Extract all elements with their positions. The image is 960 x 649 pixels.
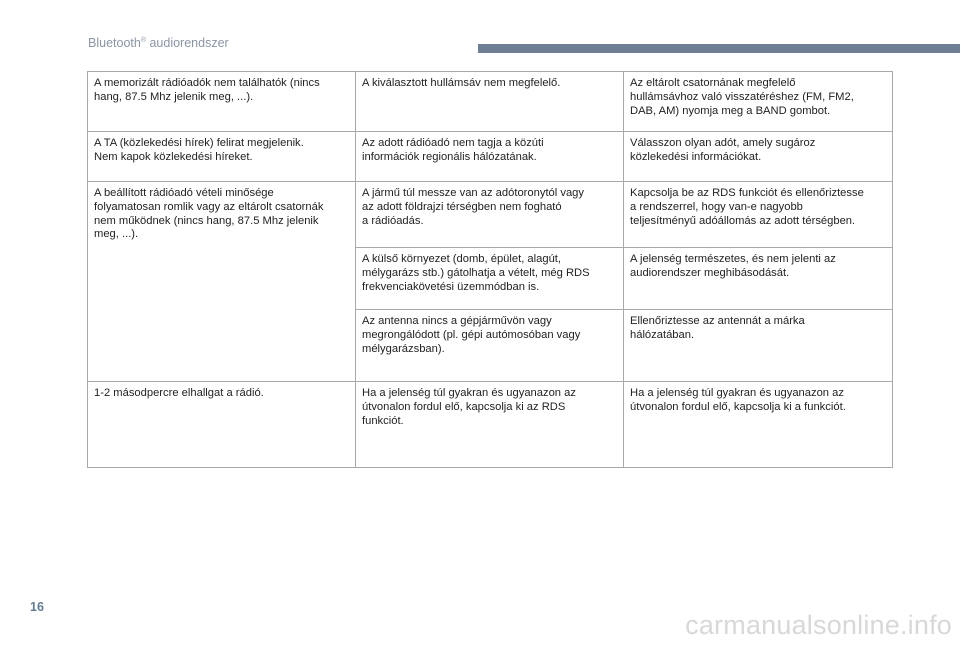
cause-cell — [356, 182, 624, 248]
text-line: 1-2 másodpercre elhallgat a rádió. — [94, 387, 264, 399]
text-line: Nem kapok közlekedési híreket. — [94, 150, 253, 163]
text-line: hullámsávhoz való visszatéréshez (FM, FM2, — [630, 90, 854, 103]
text-line: Az antenna nincs a gépjárművön vagy — [362, 315, 552, 327]
text-line: DAB, AM) nyomja meg a BAND gombot. — [630, 104, 831, 117]
text-line: funkciót. — [362, 414, 404, 427]
text-line: audiorendszer meghibásodását. — [630, 266, 790, 279]
text-line: Válasszon olyan adót, amely sugároz — [630, 137, 816, 149]
solution-cell — [624, 248, 893, 310]
text-line: folyamatosan romlik vagy az eltárolt csatornák — [94, 200, 324, 213]
solution-cell — [624, 72, 893, 132]
cause-cell — [356, 382, 624, 468]
cause-cell — [356, 248, 624, 310]
header-accent-bar — [478, 44, 960, 53]
problem-cell — [88, 382, 356, 468]
text-line: Az eltárolt csatornának megfelelő — [630, 77, 796, 89]
problem-cell — [88, 72, 356, 132]
text-line: közlekedési információkat. — [630, 150, 762, 163]
text-line: Kapcsolja be az RDS funkciót és ellenőriztesse — [630, 187, 864, 199]
solution-cell — [624, 132, 893, 182]
text-line: A külső környezet (domb, épület, alagút, — [362, 253, 562, 265]
table-row — [88, 182, 893, 248]
text-line: a rádióadás. — [362, 214, 424, 227]
text-line: mélygarázs stb.) gátolhatja a vételt, még RDS — [362, 266, 590, 279]
text-line: meg, ...). — [94, 228, 139, 241]
watermark: carmanualsonline.info — [685, 610, 952, 640]
cause-cell — [356, 132, 624, 182]
text-line: útvonalon fordul elő, kapcsolja ki a funkciót. — [630, 400, 846, 413]
text-line: útvonalon fordul elő, kapcsolja ki az RDS — [362, 400, 566, 413]
text-line: Ha a jelenség túl gyakran és ugyanazon az — [362, 387, 576, 399]
header-title-main: Bluetooth — [88, 36, 141, 50]
solution-cell — [624, 182, 893, 248]
text-line: teljesítményű adóállomás az adott térségben. — [630, 214, 856, 227]
table-row — [88, 132, 893, 182]
registered-mark: ® — [140, 36, 146, 44]
solution-cell — [624, 382, 893, 468]
text-line: A memorizált rádióadók nem találhatók (nincs — [94, 77, 320, 89]
solution-cell — [624, 310, 893, 382]
text-line: A kiválasztott hullámsáv nem megfelelő. — [362, 77, 561, 89]
page-header-title — [88, 36, 229, 50]
table-row — [88, 382, 893, 468]
problem-cell — [88, 182, 356, 382]
text-line: frekvenciakövetési üzemmódban is. — [362, 280, 540, 293]
troubleshooting-table — [87, 71, 893, 468]
text-line: A TA (közlekedési hírek) felirat megjelenik. — [94, 137, 304, 149]
text-line: megrongálódott (pl. gépi autómosóban vagy — [362, 328, 581, 341]
text-line: az adott földrajzi térségben nem fogható — [362, 200, 562, 213]
text-line: mélygarázsban). — [362, 342, 445, 355]
text-line: Ha a jelenség túl gyakran és ugyanazon az — [630, 387, 844, 399]
header-title-rest: audiorendszer — [146, 36, 229, 50]
table-row — [88, 72, 893, 132]
text-line: A jelenség természetes, és nem jelenti az — [630, 253, 836, 265]
text-line: Az adott rádióadó nem tagja a közúti — [362, 137, 544, 149]
page-number: 16 — [30, 600, 44, 614]
text-line: Ellenőriztesse az antennát a márka — [630, 315, 805, 327]
text-line: A jármű túl messze van az adótoronytól vagy — [362, 187, 584, 199]
text-line: hálózatában. — [630, 328, 695, 341]
cause-cell — [356, 310, 624, 382]
text-line: nem működnek (nincs hang, 87.5 Mhz jelenik — [94, 214, 319, 227]
text-line: információk regionális hálózatának. — [362, 150, 537, 163]
text-line: A beállított rádióadó vételi minősége — [94, 187, 274, 199]
problem-cell — [88, 132, 356, 182]
text-line: a rendszerrel, hogy van-e nagyobb — [630, 200, 803, 213]
cause-cell — [356, 72, 624, 132]
text-line: hang, 87.5 Mhz jelenik meg, ...). — [94, 90, 254, 103]
